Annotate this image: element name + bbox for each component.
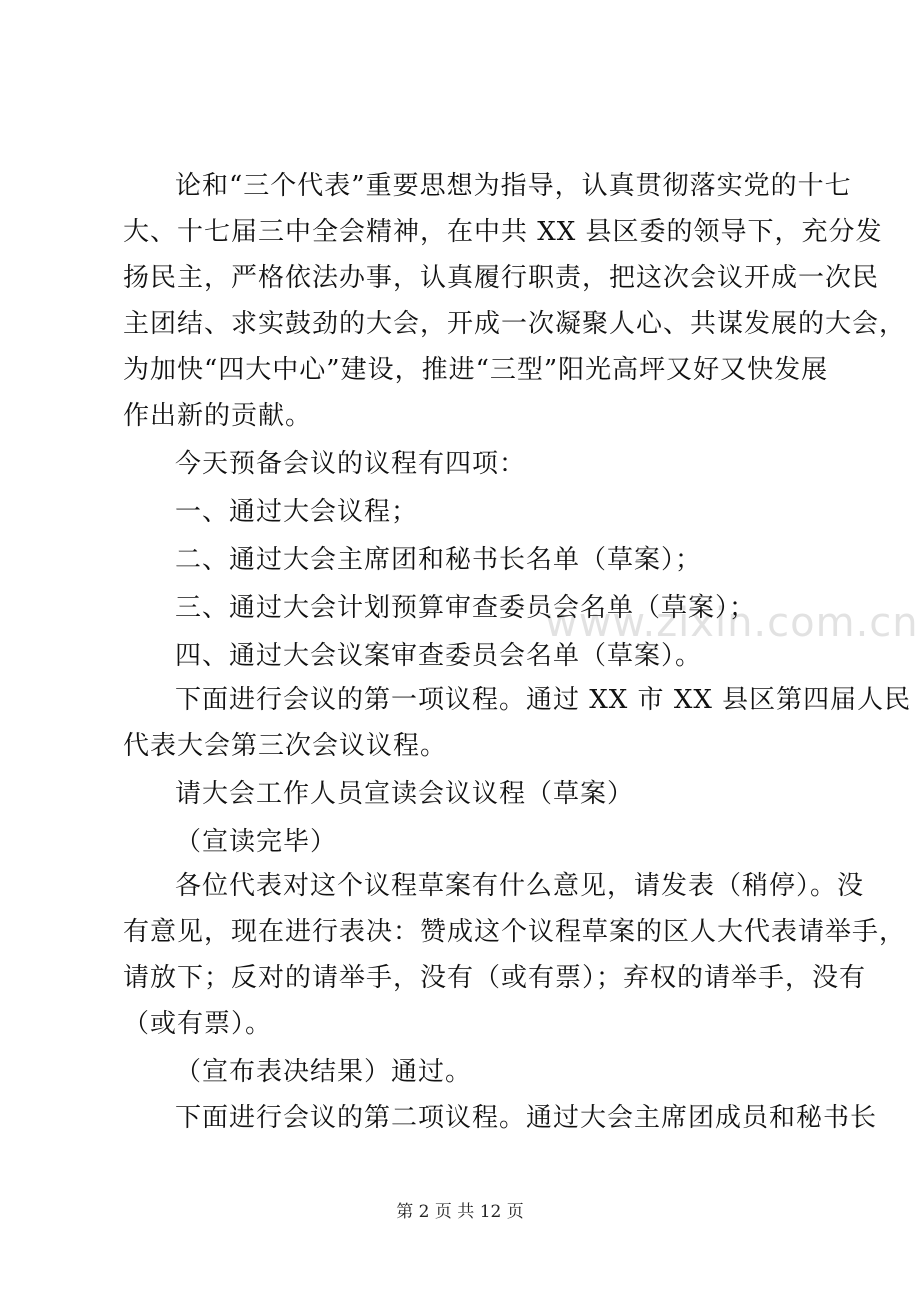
paragraph-line: 代表大会第三次会议议程。 [123,731,448,761]
agenda-item: 四、通过大会议案审查委员会名单（草案）。 [175,641,703,671]
paragraph-line: 下面进行会议的第一项议程。通过 XX 市 XX 县区第四届人民 [175,685,912,715]
page-footer: 第 2 页 共 12 页 [396,1202,524,1222]
paragraph-line: （宣读完毕） [175,827,338,857]
paragraph-line: 为加快“四大中心”建设，推进“三型”阳光高坪又好又快发展 [123,355,829,385]
paragraph-line: （宣布表决结果）通过。 [175,1057,473,1087]
watermark: www.zixin.com.cn [545,600,919,646]
paragraph-line: 扬民主，严格依法办事，认真履行职责，把这次会议开成一次民 [123,263,880,293]
paragraph-line: 请放下；反对的请举手，没有（或有票）；弃权的请举手，没有 [123,963,867,993]
agenda-item: 二、通过大会主席团和秘书长名单（草案）； [175,545,703,575]
agenda-item: 一、通过大会议程； [175,497,419,527]
paragraph-line: 各位代表对这个议程草案有什么意见，请发表（稍停）。没 [175,871,865,901]
paragraph-line: 有意见，现在进行表决：赞成这个议程草案的区人大代表请举手， [123,917,907,947]
agenda-item: 三、通过大会计划预算审查委员会名单（草案）； [175,593,757,623]
paragraph-line: 作出新的贡献。 [123,401,313,431]
paragraph-line: 论和“三个代表”重要思想为指导，认真贯彻落实党的十七 [175,171,852,201]
paragraph-line: 下面进行会议的第二项议程。通过大会主席团成员和秘书长 [175,1103,878,1133]
paragraph-line: 请大会工作人员宣读会议议程（草案） [175,779,635,809]
paragraph-line: （或有票）。 [123,1009,273,1039]
paragraph-line: 大、十七届三中全会精神，在中共 XX 县区委的领导下，充分发 [123,217,883,247]
paragraph-line: 今天预备会议的议程有四项： [175,449,527,479]
paragraph-line: 主团结、求实鼓劲的大会，开成一次凝聚人心、共谋发展的大会， [123,309,907,339]
